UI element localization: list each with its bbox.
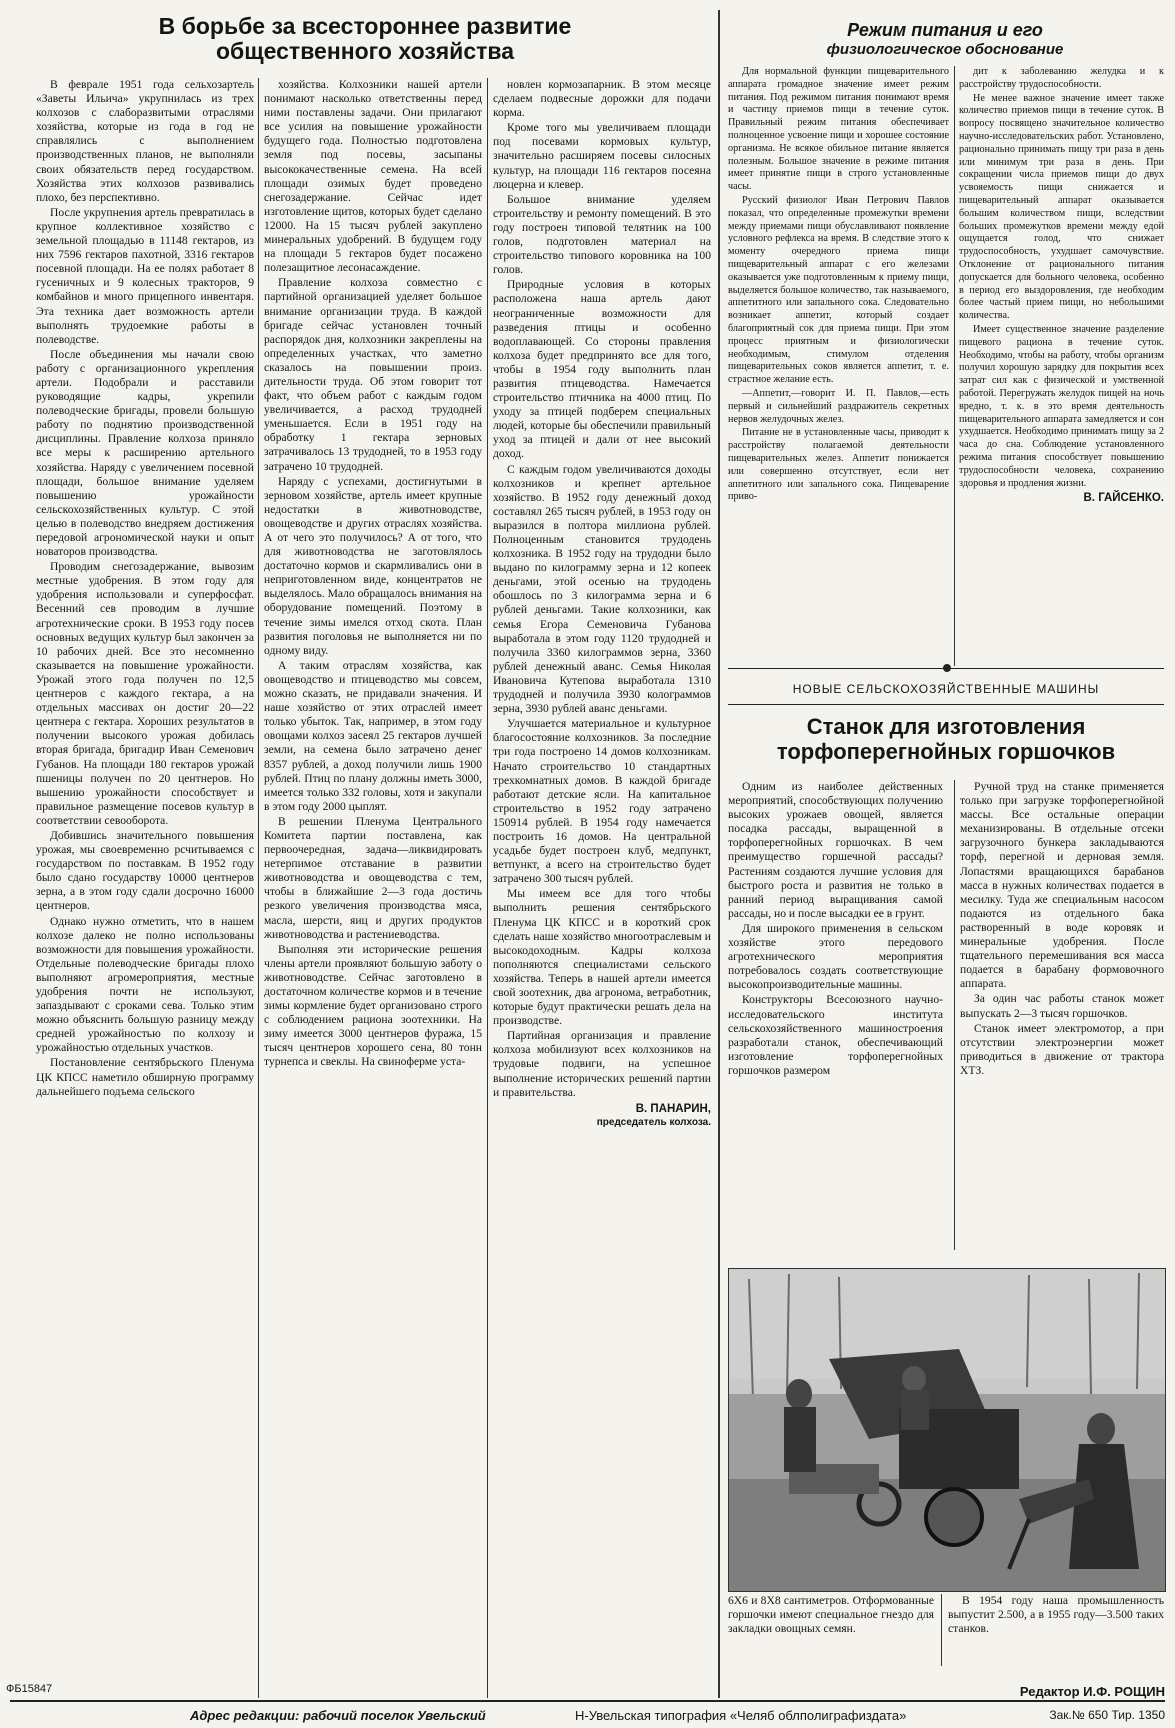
paragraph: Для нормальной функции пищеварительного аппарата громадное значение имеет режим питания. Под режимом питания понимают время и частицу приемов пищи в течение суток. Правильный режим питания обеспечивает полноценное усвоение пищи и хорошее состояние организма. Не всякое обильное питание является полезным. Большое значение в режиме питания имеет принятие пищи в строго установленные часы.	[728, 66, 949, 193]
main-article-column-1	[36, 78, 254, 1698]
paragraph: Большое внимание уделяем строительству и ремонту помещений. В это году построен типовой телятник на 100 голов, подготовлен материал на строительство типового коровника на 100 голов.	[493, 192, 711, 277]
paragraph: Одним из наиболее действенных мероприятий, способствующих получению высоких урожаев овощей, является посадка рассады, выращенной в торфоперегнойных горшочках. В чем преимущество горшечной рассады? Растениям создаются лучшие условия для быстрого роста и развития не только в ранний период выращивания самой рассады, но и после высадки ее в грунт.	[728, 780, 943, 920]
paragraph: Добившись значительного повышения урожая, мы своевременно рсчитываемся с государством по поставкам. В 1952 году было сдано государству 10000 центнеров зерна, а в этом году сдали досрочно 16000 центнеров.	[36, 828, 254, 913]
editor-line: Редактор И.Ф. РОЩИН	[1019, 1684, 1165, 1699]
author-role: председатель колхоза.	[596, 1116, 711, 1128]
footer-rule	[10, 1700, 1165, 1702]
paragraph: За один час работы станок может выпускать 2—3 тысяч горшочков.	[960, 992, 1164, 1020]
machines-headline-line2: торфоперегнойных горшочков	[776, 739, 1116, 764]
main-headline	[120, 14, 610, 64]
section-divider	[718, 10, 720, 1698]
rubric-underline	[728, 704, 1164, 705]
machines-headline	[728, 714, 1164, 764]
column-divider	[954, 780, 955, 1250]
order-number: Зак.№ 650 Тир. 1350	[1049, 1708, 1165, 1722]
paragraph: Конструкторы Всесоюзного научно-исследовательского института сельскохозяйственного машиностроения разработали станок, обеспечивающий изготовление торфоперегнойных горшочков размером	[728, 993, 943, 1077]
paragraph: Выполняя эти исторические решения члены артели проявляют большую заботу о животноводстве. Сейчас заготовлено в достаточном количестве кормов и в течение зимы кормление будет организовано строго с соблюдением рациона зоотехники. На зиму имеется 3000 центнеров фуража, 15 тысяч центнеров хорошего сена, 80 тонн турнепса и свеклы. На свиноферме уста-	[264, 942, 482, 1069]
paragraph: Не менее важное значение имеет также количество приемов пищи в течение суток. В вопросу посвящено значительное количество научно-исследовательских работ. Установлено, рационально принимать пищу три раза в день или минимум три раза в день. При сокращении числа приемов пищи до двух усвояемость пищи снижается и пищеварительный аппарат оказывается большим количеством пищи, вследствии больших промежутков времени между едой ощущается голод, что снижает трудоспособность, ухудшает самочувствие. Отклонение от рационального питания допускается для больного человека, особенно в период его выздоровления, где необходим более частый прием пищи, но небольшими количества.	[959, 92, 1164, 322]
machines-column-2	[960, 780, 1164, 1250]
paragraph: Постановление сентябрьского Пленума ЦК КПСС наметило обширную программу дальнейшего подъема сельского	[36, 1056, 254, 1098]
nutrition-column-1	[728, 66, 949, 666]
author-signature: В. ПАНАРИН,	[635, 1102, 711, 1115]
printing-house: Н-Увельская типография «Челяб облполиграфиздата»	[575, 1708, 907, 1723]
paragraph: Правление колхоза совместно с партийной организацией уделяет большое внимание организации труда. В каждой бригаде сейчас установлен точный распорядок дня, колхозники закреплены на определенных участках, что заметно сказалось на повышении произ. дительности труда. Об этом говорит тот факт, что объем работ с каждым годом увеличивается, а расход трудодней уменьшается. Если в 1951 году на обработку 1 гектара зерновых затрачивалось 13 трудодней, то в 1953 году затрачено 10 трудодней.	[264, 276, 482, 473]
paragraph: Природные условия в которых расположена наша артель дают неограниченные возможности для разведения птицы и особенно водоплавающей. Со стороны правления колхоза будет предпринято все для того, чтобы в 1954 году выполнить план развития птицеводства. Намечается строительство птичника на 4000 птиц. По уходу за птицей подберем специальных людей, которые бы обеспечили правильный уход за птицей и дали от нее высокий доход.	[493, 278, 711, 461]
paragraph: После укрупнения артель превратилась в крупное коллективное хозяйство с земельной площадью в 11148 гектаров, из них 7596 гектаров пахотной, 3316 гектаров посевной площади. На ее полях работает 8 гусеничных и 9 колесных тракторов, 9 комбайнов и много прицепного инвентаря. Эта техника дает возможность артели выполнять трудоемкие работы в полеводстве.	[36, 205, 254, 346]
paragraph: Улучшается материальное и культурное благосостояние колхозников. За последние три года построено 14 домов колхозникам. Начато строительство 10 стандартных трехкомнатных домов. В каждой бригаде работают детские ясли. На капитальное строительство в 1952 году затрачено 150914 рублей. В 1954 году намечается построить 16 домов. На центральной усадьбе будет построен клуб, медпункт, ветпункт, а всего на строительство будет затрачено 300 тысяч рублей.	[493, 717, 711, 886]
editorial-address: Адрес редакции: рабочий поселок Увельский	[190, 1708, 486, 1723]
paragraph: дит к заболеванию желудка и к расстройству трудоспособности.	[959, 66, 1164, 90]
paragraph: В решении Пленума Центрального Комитета партии поставлена, как первоочередная, задача—ликвидировать нетерпимое отставание в развитии животноводства и овощеводства с тем, чтобы в ближайшие 2—3 года достичь резкого увеличения производства мяса, масла, шерсти, яиц и других продуктов животноводства и растениеводства.	[264, 814, 482, 941]
main-headline-line2: общественного хозяйства	[215, 38, 515, 64]
paragraph: Проводим снегозадержание, вывозим местные удобрения. В этом году для удобрения использовали и суперфосфат. Весенний сев проводим в лучшие агротехнические сроки. В 1953 году посев основных ведущих культур был закончен за 10 рабочих дней. Все это несомненно сказывается на повышение урожайности. Урожай этого года получен по 12,5 центнеров с каждого гектара, а на отдельных массивах он достиг 20—22 центнера с гектара. Хороших результатов в получении высокого урожая добилась вторая бригада, бригадир Иван Семенович Губанов. На площади 180 гектаров урожай пшеницы получен по 20 центнеров. Но вышению урожайности способствует и правильное размещение посевов культур в соответствии севооборота.	[36, 560, 254, 827]
paragraph: А таким отраслям хозяйства, как овощеводство и птицеводство мы совсем, можно сказать, не придавали значения. И наше хозяйство от этих отраслей имеет только убыток. Так, например, в этом году овощами колхоз засеял 25 гектаров лучшей земли, на семена было затрачено денег 8357 рублей, а доход получили лишь 1900 рублей. Птиц по плану должны иметь 3000, имеется только 332 головы, хотя и закупали в этом году 2000 цыплят.	[264, 658, 482, 813]
machine-photo	[728, 1268, 1166, 1592]
paragraph: В 1954 году наша промышленность выпустит 2.500, а в 1955 году—3.500 таких станков.	[948, 1594, 1164, 1636]
machines-bottom-left	[728, 1594, 934, 1666]
paragraph: Питание не в установленные часы, приводит к расстройству полагаемой деятельности пищеварительных желез. Аппетит понижается или совершенно отсутствует, если нет аппетитного или запального сока. Пищеварение приво-	[728, 427, 949, 503]
author-signature: В. ГАЙСЕНКО.	[1083, 492, 1164, 505]
column-divider	[941, 1594, 942, 1666]
paragraph: Станок имеет электромотор, а при отсутствии электроэнергии может приводиться в движение от трактора ХТЗ.	[960, 1021, 1164, 1077]
paragraph: —Аппетит,—говорит И. П. Павлов,—есть первый и сильнейший раздражитель секретных нервов желудочных желез.	[728, 387, 949, 425]
machine-photo-drawing	[729, 1269, 1165, 1591]
divider-ornament	[943, 664, 951, 672]
paragraph: Наряду с успехами, достигнутыми в зерновом хозяйстве, артель имеет крупные недостатки в животноводстве, овощеводстве и других отраслях хозяйства. А от чего это получилось? А от того, что для животноводства не заготовлялось достаточно кормов и скармливались они в неприготовленном виде, концентратов не выделялось. Мало обращалось внимания на оборудование помещений. Поэтому в течение зимы имелся отход скота. План развития поголовья не выполняется ни по одному виду.	[264, 474, 482, 657]
nutrition-headline-line1: Режим питания и его	[847, 20, 1043, 40]
section-rubric: НОВЫЕ СЕЛЬСКОХОЗЯЙСТВЕННЫЕ МАШИНЫ	[792, 682, 1100, 696]
paragraph: Мы имеем все для того чтобы выполнить решения сентябрьского Пленума ЦК КПСС и в короткий срок сделать наше хозяйство многоотраслевым и высокодоходным. Кадры колхоза пополняются специалистами сельского хозяйства. Теперь в нашей артели имеется свой зоотехник, два агронома, ветработник, которые будут практически решать дела на производстве.	[493, 887, 711, 1028]
main-article-column-2	[264, 78, 482, 1698]
main-article-column-3	[493, 78, 711, 1698]
paragraph: В феврале 1951 года сельхозартель «Заветы Ильича» укрупнилась из трех колхозов с слаборазвитыми отраслями хозяйства, которые из года в год не справлялись с выполнением производственных планов, не выполняли своих обязательств перед государством. Хозяйства этих колхозов развивались плохо, без перспективно.	[36, 78, 254, 204]
column-divider	[954, 66, 955, 666]
column-divider	[487, 78, 488, 1698]
paragraph: новлен кормозапарник. В этом месяце сделаем подвесные дорожки для подачи корма.	[493, 78, 711, 120]
machines-column-1	[728, 780, 943, 1250]
column-divider	[258, 78, 259, 1698]
paragraph: Кроме того мы увеличиваем площади под посевами кормовых культур, значительно расширяем посевы силосных культур, на площади 116 гектаров посеяна люцерна и клевер.	[493, 121, 711, 191]
nutrition-headline-line2: физиологическое обоснование	[826, 41, 1064, 58]
paragraph: 6Х6 и 8Х8 сантиметров. Отформованные горшочки имеют специальное гнездо для закладки овощных семян.	[728, 1594, 934, 1636]
footer-code: ФБ15847	[6, 1683, 53, 1695]
paragraph: Для широкого применения в сельском хозяйстве этого передового агротехнического мероприятия потребовалось создать соответствующие высокопроизводительные машины.	[728, 921, 943, 992]
paragraph: С каждым годом увеличиваются доходы колхозников и крепнет артельное хозяйство. В 1952 году денежный доход составлял 265 тысяч рублей, в 1953 году он выразился в полтора миллиона рублей. Полноценным становится трудодень колхозника. В 1952 году на трудодни было выдано по килограмму зерна и 12 копеек деньгами, этой осенью на трудодень обошлось по 3 килограмма зерна и 6 рублей деньгами. Такие колхозники, как семья Егора Семеновича Губанова выработала в этом году 1120 трудодней и получила 3360 килограммов зерна, 3360 рублей денежный аванс. Семья Николая Ивановича Кутепова выработала 1310 трудодней и получила 3930 колограммов зерна, 3930 рублей аванс деньгами.	[493, 462, 711, 716]
machines-bottom-right	[948, 1594, 1164, 1666]
main-headline-line1: В борьбе за всестороннее развитие	[158, 13, 572, 39]
paragraph: Партийная организация и правление колхоза мобилизуют всех колхозников на трудовые подвиги, на успешное выполнение исторических решений партии и правительства.	[493, 1029, 711, 1099]
nutrition-column-2	[959, 66, 1164, 686]
paragraph: После объединения мы начали свою работу с организационного укрепления артели. Подобрали и расставили руководящие кадры, укрепили полеводческие бригады, провели большую работу по поднятию производственной дисциплины. Правление колхоза приняло все меры к расширению артельного хозяйства. Наряду с увеличением посевной площади, большое внимание уделяем повышению урожайности сельскохозяйственных культур. С этой целью в полеводство внедряем достижения передовой агрономической науки и опыт новаторов производства.	[36, 347, 254, 559]
paragraph: Имеет существенное значение разделение пищевого рациона в течение суток. Необходимо, чтобы на работу, чтобы организм получил хорошую зарядку для покрытия всех затрат сил как с физической и умственной работой. Перегружать желудок пищей на ночь вредно, т. к. в это время деятельность пищеварительного аппарата замедляется и сон ухудшается. Необходимо принимать пищу за 2 часа до сна. Соблюдение установленного режима питания способствует повышению трудоспособности человека, сохранению здоровья и продления жизни.	[959, 323, 1164, 489]
machines-headline-line1: Станок для изготовления	[806, 714, 1086, 739]
nutrition-headline	[730, 20, 1160, 59]
paragraph: Русский физиолог Иван Петрович Павлов показал, что определенные промежутки времени между приемами пищи обуславливают появление условного рефлекса на время. В следствие этого к моменту очередного приема пищи пищеварительный аппарат с его железами оказывается уже подготовленным к приему пищи, выделяется большое количество, так называемого, аппетитного или запального сока. Следовательно возникает аппетит, который создает благоприятный сок для приема пищи. При этом процесс приятным и физиологически необходимым, стимулом отделения пищеварительных соков является аппетит, т. е. страстное желание есть.	[728, 194, 949, 386]
paragraph: Ручной труд на станке применяется только при загрузке торфоперегнойной массы. Все остальные операции механизированы. В отдельные отсеки загрузочного бункера закладываются торф, перегной и дерновая земля. Лопастями вращающихся барабанов масса в нужных количествах подается в месилку. Туда же специальным насосом подаются из отдельного бака растворенный в воде коровяк и минеральные удобрения. После тщательного перемешивания вся масса подается в барабану формовочного аппарата.	[960, 780, 1164, 991]
paragraph: Однако нужно отметить, что в нашем колхозе далеко не полно использованы возможности для повышения урожайности. Отдельные полеводческие бригады плохо выполняют агромероприятия, местные удобрения почти не используют, запаздывают с сроками сева. Только этим можно объяснить большую разницу между средней урожайностью по колхозу и урожайностью отдельных участков.	[36, 914, 254, 1055]
paragraph: хозяйства. Колхозники нашей артели понимают насколько ответственны перед ними поставлены задачи. Они прилагают все усилия на повышение урожайности будущего года. Полностью подготовлена земля под посевы, засыпаны высококачественные семена. На всей площади озимых будет проведено снегозадержание. Сейчас идет изготовление щитов, которых будет сделано 12000. На 15 тысяч рублей закуплено минеральных удобрений. В будущем году на площади 5 гектаров будет посажено полезащитное лесонасаждение.	[264, 78, 482, 275]
